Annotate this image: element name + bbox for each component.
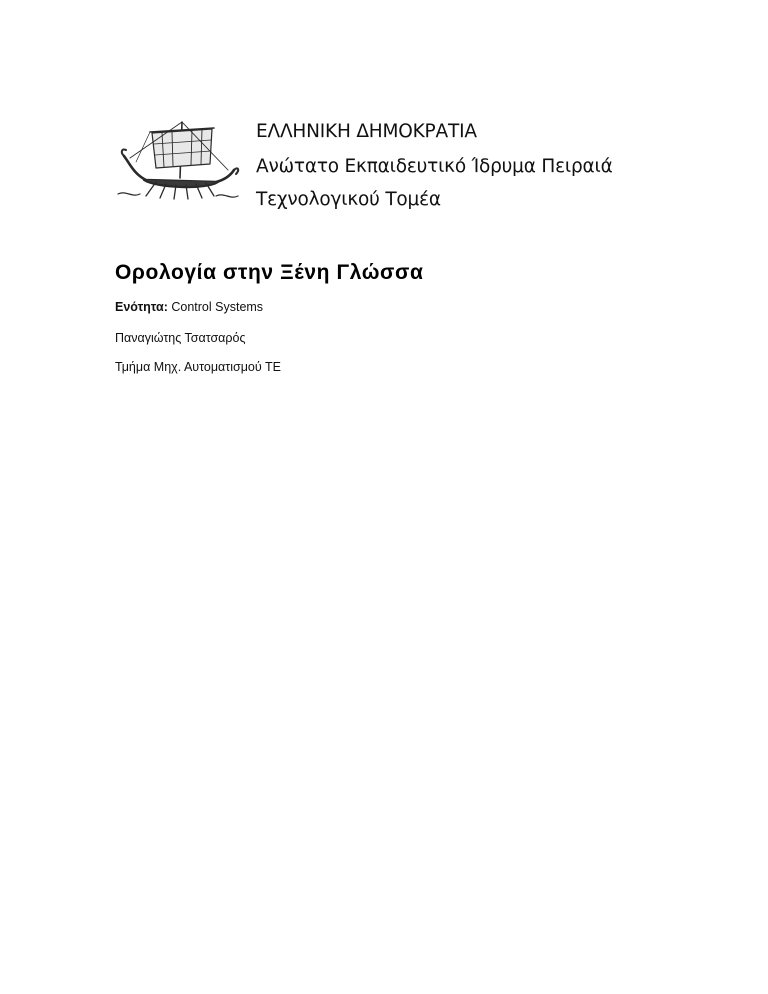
ancient-ship-logo-icon [116,118,242,202]
institution-name-line: Ανώτατο Εκπαιδευτικό Ίδρυμα Πειραιά [256,156,613,177]
org-name-line: ΕΛΛΗΝΙΚΗ ΔΗΜΟΚΡΑΤΙΑ [256,121,477,142]
sector-name-line: Τεχνολογικού Τομέα [256,189,441,210]
unit-line [115,300,263,314]
unit-value: Control Systems [171,300,264,314]
unit-label: Ενότητα: [115,300,168,314]
department-name: Τμήμα Μηχ. Αυτοματισμού ΤΕ [115,360,281,374]
author-name: Παναγιώτης Τσατσαρός [115,331,246,345]
document-title: Ορολογία στην Ξένη Γλώσσα [115,261,424,284]
